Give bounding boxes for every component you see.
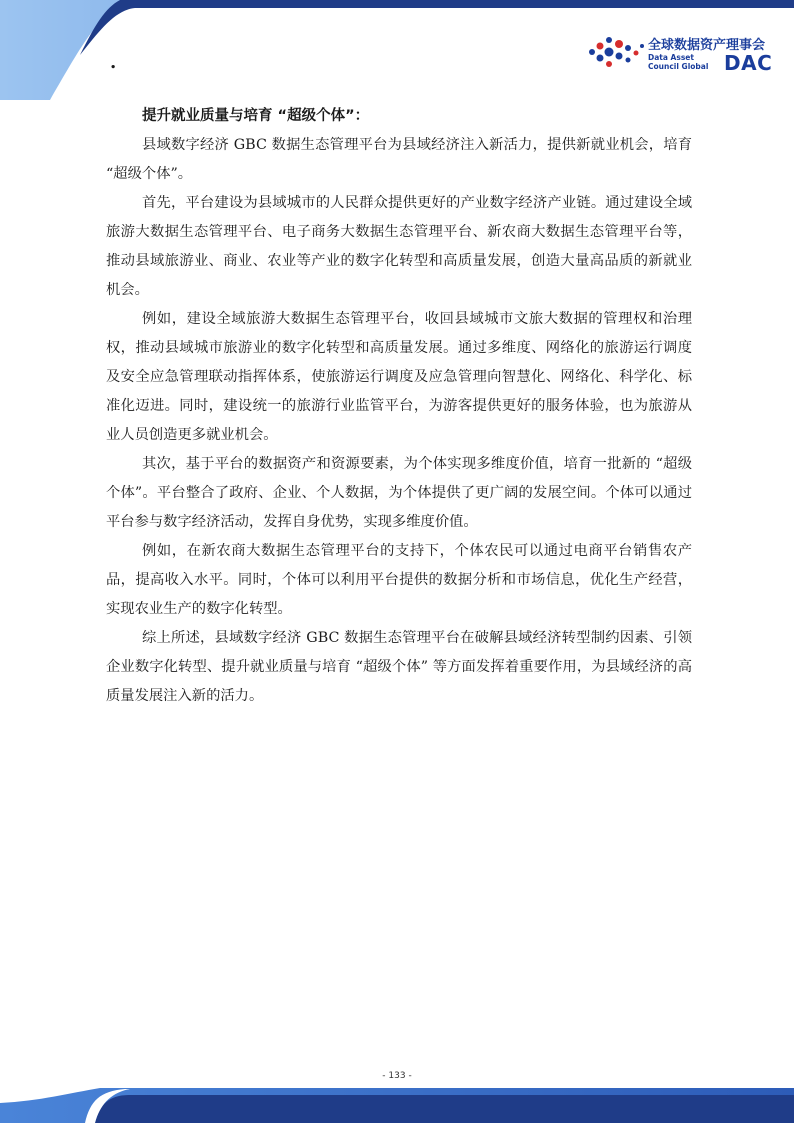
logo-abbr: DAC — [724, 51, 773, 75]
document-body — [106, 101, 692, 711]
paragraph: 例如，建设全域旅游大数据生态管理平台，收回县域城市文旅大数据的管理权和治理权，推动县域城市旅游业的数字化转型和高质量发展。通过多维度、网络化的旅游运行调度及安全应急管理联动指挥体系，使旅游运行调度及应急管理向智慧化、网络化、科学化、标准化迈进。同时，建设统一的旅游行业监管平台，为游客提供更好的服务体验，也为旅游从业人员创造更多就业机会。 — [106, 311, 692, 443]
logo-name-cn: 全球数据资产理事会 — [648, 38, 766, 53]
logo-name-en: Data Asset Council Global — [648, 53, 709, 71]
header-dot: . — [110, 52, 117, 73]
paragraph: 首先，平台建设为县域城市的人民群众提供更好的产业数字经济产业链。通过建设全域旅游大数据生态管理平台、电子商务大数据生态管理平台、新农商大数据生态管理平台等，推动县域旅游业、商业、农业等产业的数字化转型和高质量发展，创造大量高品质的新就业机会。 — [106, 195, 692, 298]
paragraph: 其次，基于平台的数据资产和资源要素，为个体实现多维度价值，培育一批新的 “超级个体”。平台整合了政府、企业、个人数据，为个体提供了更广阔的发展空间。个体可以通过平台参与数字经济活动，发挥自身优势，实现多维度价值。 — [106, 456, 692, 530]
page-number: - 133 - — [382, 1071, 412, 1081]
paragraph: 综上所述，县域数字经济 GBC 数据生态管理平台在破解县域经济转型制约因素、引领企业数字化转型、提升就业质量与培育 “超级个体” 等方面发挥着重要作用，为县域经济的高质量发展注入新的活力。 — [106, 630, 692, 704]
paragraph: 县域数字经济 GBC 数据生态管理平台为县域经济注入新活力，提供新就业机会，培育 “超级个体”。 — [106, 137, 692, 182]
footer-band — [0, 1063, 794, 1123]
section-heading: 提升就业质量与培育 “超级个体”： — [142, 108, 370, 124]
dac-logo — [584, 34, 784, 78]
logo-dots-icon — [584, 34, 648, 78]
paragraph: 例如，在新农商大数据生态管理平台的支持下，个体农民可以通过电商平台销售农产品，提高收入水平。同时，个体可以利用平台提供的数据分析和市场信息，优化生产经营，实现农业生产的数字化转型。 — [106, 543, 692, 617]
